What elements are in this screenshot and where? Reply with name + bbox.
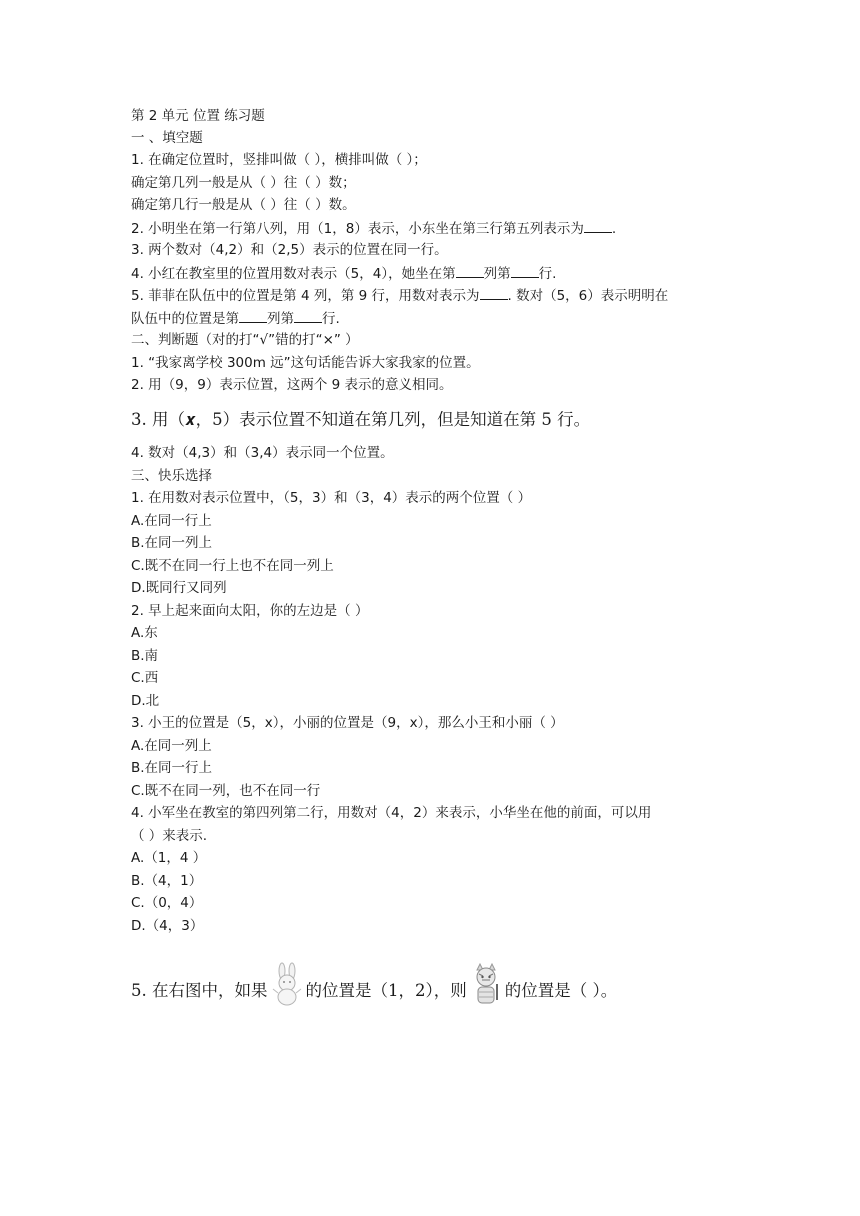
fill-q5-cont: . 数对（5，6）表示明明在 <box>507 288 669 304</box>
choice-q5-text1: 5. 在右图中，如果 <box>131 981 268 1000</box>
choice-q2-option-b[interactable]: B.南 <box>131 648 159 664</box>
choice-q4-option-c[interactable]: C.（0，4） <box>131 895 203 911</box>
section-fill-heading: 一 、填空题 <box>131 130 203 146</box>
choice-q2-option-c[interactable]: C.西 <box>131 670 159 686</box>
choice-q1: 1. 在用数对表示位置中，（5，3）和（3，4）表示的两个位置（ ） <box>131 490 532 506</box>
choice-q1-option-c[interactable]: C.既不在同一行上也不在同一列上 <box>131 558 334 574</box>
fill-q4-end: 行. <box>538 266 557 282</box>
fill-q5-line1 <box>131 286 668 305</box>
choice-q5-text3: 的位置是（ ）。 <box>504 981 618 1000</box>
choice-q2-option-a[interactable]: A.东 <box>131 625 158 641</box>
fill-q5-end: 行. <box>322 311 340 327</box>
fill-q3: 3. 两个数对（4,2）和（2,5）表示的位置在同一行。 <box>131 242 448 258</box>
choice-q1-option-a[interactable]: A.在同一行上 <box>131 513 212 529</box>
choice-q3: 3. 小王的位置是（5，x），小丽的位置是（9，x），那么小王和小丽（ ） <box>131 715 564 731</box>
choice-q3-option-a[interactable]: A.在同一列上 <box>131 738 212 754</box>
choice-q5-text2: 的位置是（1，2），则 <box>305 981 467 1000</box>
fill-q2-end: . <box>611 221 617 237</box>
fill-q2 <box>131 219 616 238</box>
fill-q1-line1: 1. 在确定位置时，竖排叫做（ ），横排叫做（ ）； <box>131 152 427 168</box>
choice-q4-option-a[interactable]: A.（1，4 ） <box>131 850 207 866</box>
choice-q5 <box>131 962 617 1015</box>
choice-q4-line2: （ ）来表示. <box>131 828 208 844</box>
answer-blank[interactable] <box>456 264 484 278</box>
judge-q4: 4. 数对（4,3）和（3,4）表示同一个位置。 <box>131 445 394 461</box>
fill-q1-line2: 确定第几列一般是从（ ）往（ ）数； <box>131 175 356 191</box>
answer-blank[interactable] <box>584 219 612 233</box>
fill-q4 <box>131 264 556 283</box>
fill-q2-text: 2. 小明坐在第一行第八列，用（1，8）表示，小东坐在第三行第五列表示为 <box>131 221 584 237</box>
choice-q3-option-b[interactable]: B.在同一行上 <box>131 760 213 776</box>
choice-q2-option-d[interactable]: D.北 <box>131 693 160 709</box>
cat-icon <box>467 962 505 1006</box>
choice-q3-option-c[interactable]: C.既不在同一列，也不在同一行 <box>131 783 321 799</box>
fill-q5-line2 <box>131 309 340 328</box>
rabbit-icon <box>268 962 306 1006</box>
choice-q4-option-d[interactable]: D.（4，3） <box>131 918 204 934</box>
worksheet-title: 第 2 单元 位置 练习题 <box>131 108 265 124</box>
choice-q4-option-b[interactable]: B.（4，1） <box>131 873 203 889</box>
choice-q2: 2. 早上起来面向太阳，你的左边是（ ） <box>131 603 369 619</box>
fill-q5-text2: 队伍中的位置是第 <box>131 311 239 327</box>
choice-q1-option-d[interactable]: D.既同行又同列 <box>131 580 227 596</box>
section-choice-heading: 三、快乐选择 <box>131 468 212 484</box>
answer-blank[interactable] <box>480 286 508 300</box>
fill-q5-mid: 列第 <box>267 311 294 327</box>
judge-q1: 1. “我家离学校 300m 远”这句话能告诉大家我家的位置。 <box>131 355 480 371</box>
fill-q1-line3: 确定第几行一般是从（ ）往（ ）数。 <box>131 197 356 213</box>
answer-blank[interactable] <box>239 309 267 323</box>
judge-q2: 2. 用（9，9）表示位置，这两个 9 表示的意义相同。 <box>131 377 453 393</box>
judge-q3: 3. 用（𝒙，5）表示位置不知道在第几列，但是知道在第 5 行。 <box>131 410 591 429</box>
fill-q4-text: 4. 小红在教室里的位置用数对表示（5，4），她坐在第 <box>131 266 456 282</box>
fill-q5-text: 5. 菲菲在队伍中的位置是第 4 列，第 9 行，用数对表示为 <box>131 288 480 304</box>
fill-q4-mid: 列第 <box>483 266 511 282</box>
answer-blank[interactable] <box>511 264 539 278</box>
answer-blank[interactable] <box>294 309 322 323</box>
choice-q1-option-b[interactable]: B.在同一列上 <box>131 535 213 551</box>
choice-q4-line1: 4. 小军坐在教室的第四列第二行，用数对（4，2）来表示，小华坐在他的前面，可以用 <box>131 805 652 821</box>
section-judge-heading: 二、判断题（对的打“√”错的打“×” ） <box>131 332 359 348</box>
